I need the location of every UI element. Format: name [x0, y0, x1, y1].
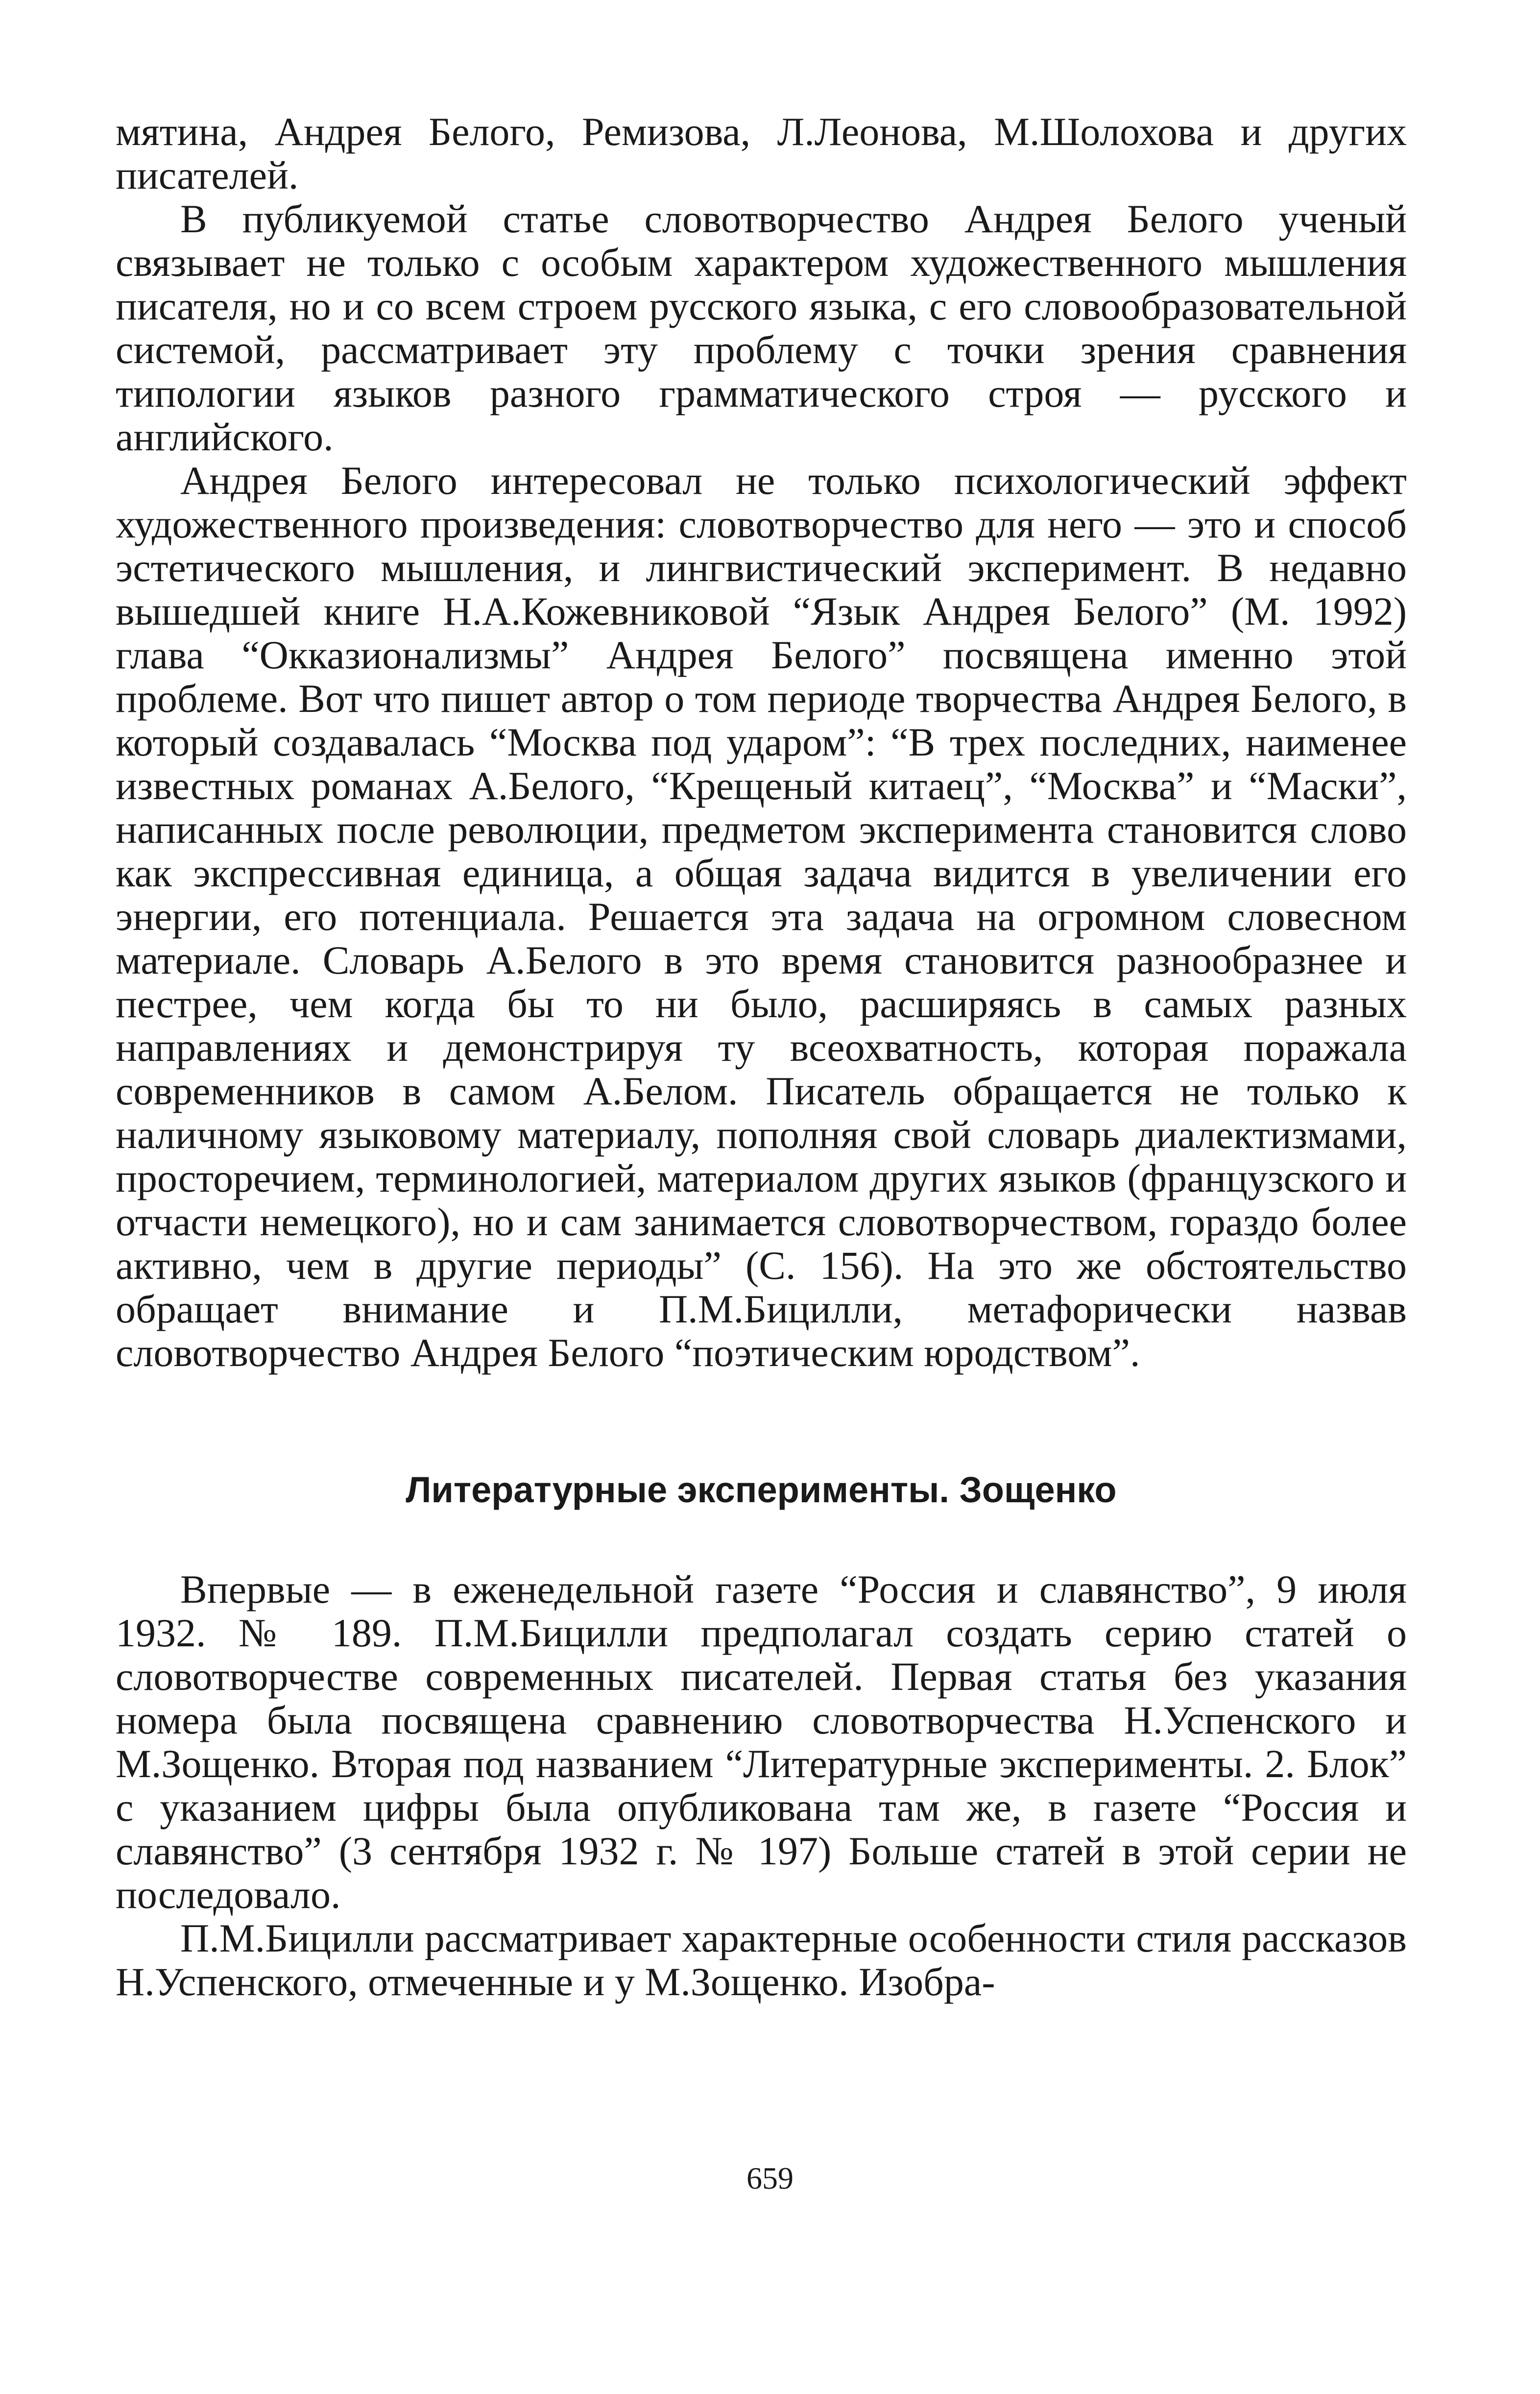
- paragraph-continuation: мятина, Андрея Белого, Ремизова, Л.Леонова, М.Шолохова и других писателей.: [116, 109, 1407, 197]
- paragraph-first-published: Впервые — в еженедельной газете “Россия и славянство”, 9 июля 1932. № 189. П.М.Бицилли предполагал создать серию статей о словотворчестве современных писателей. Первая статья без указания номера была посвящена сравнению словотворчества Н.Успенского и М.Зощенко. Вторая под названием “Литературные эксперименты. 2. Блок” с указанием цифры была опубликована там же, в газете “Россия и славянство” (3 сентября 1932 г. № 197) Больше статей в этой серии не последовало.: [116, 1567, 1407, 1917]
- page-number: 659: [746, 2161, 794, 2196]
- section-heading: Литературные эксперименты. Зощенко: [406, 1469, 1117, 1510]
- paragraph-word-creation: В публикуемой статье словотворчество Андрея Белого ученый связывает не только с особым характером художественного мышления писателя, но и со всем строем русского языка, с его словообразовательной системой, рассматривает эту проблему с точки зрения сравнения типологии языков разного грамматического строя — русского и английского.: [116, 196, 1407, 459]
- paragraph-style-features: П.М.Бицилли рассматривает характерные особенности стиля рассказов Н.Успенского, отмеченные и у М.Зощенко. Изобра-: [116, 1916, 1407, 2004]
- page-body: [116, 110, 1407, 2003]
- paragraph-bely-experiment: Андрея Белого интересовал не только психологический эффект художественного произведения: словотворчество для него — это и способ эстетического мышления, и лингвистический эксперимент. В недавно вышедшей книге Н.А.Кожевниковой “Язык Андрея Белого” (М. 1992) глава “Окказионализмы” Андрея Белого” посвящена именно этой проблеме. Вот что пишет автор о том периоде творчества Андрея Белого, в который создавалась “Москва под ударом”: “В трех последних, наименее известных романах А.Белого, “Крещеный китаец”, “Москва” и “Маски”, написанных после революции, предметом эксперимента становится слово как экспрессивная единица, а общая задача видится в увеличении его энергии, его потенциала. Решается эта задача на огромном словесном материале. Словарь А.Белого в это время становится разнообразнее и пестрее, чем когда бы то ни было, расширяясь в самых разных направлениях и демонстрируя ту всеохватность, которая поражала современников в самом А.Белом. Писатель обращается не только к наличному языковому материалу, пополняя свой словарь диалектизмами, просторечием, терминологией, материалом других языков (французского и отчасти немецкого), но и сам занимается словотворчеством, гораздо более активно, чем в другие периоды” (С. 156). На это же обстоятельство обращает внимание и П.М.Бицилли, метафорически назвав словотворчество Андрея Белого “поэтическим юродством”.: [116, 458, 1407, 1375]
